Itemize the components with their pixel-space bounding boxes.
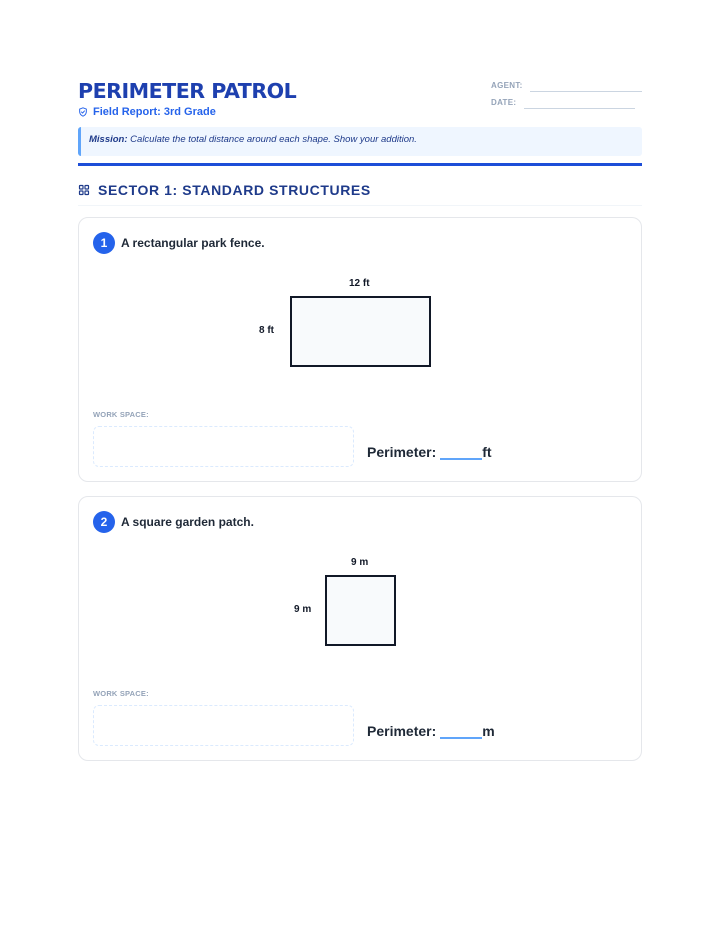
page-subtitle xyxy=(78,106,216,118)
header-divider xyxy=(78,163,642,166)
mission-text: Calculate the total distance around each shape. Show your addition. xyxy=(130,134,417,145)
problem-question: A rectangular park fence. xyxy=(121,236,265,250)
top-dimension-label: 12 ft xyxy=(349,278,370,289)
answer-blank[interactable] xyxy=(440,445,482,460)
section-heading xyxy=(78,182,371,198)
mission-banner xyxy=(78,127,642,156)
side-dimension-label: 8 ft xyxy=(259,325,274,336)
answer-unit: m xyxy=(482,723,495,739)
problem-number: 1 xyxy=(93,232,115,254)
workspace-label: WORK SPACE: xyxy=(93,410,149,419)
answer-label: Perimeter: xyxy=(367,444,437,460)
problem-number: 2 xyxy=(93,511,115,533)
problem-card-1 xyxy=(78,217,642,482)
page-title: PERIMETER PATROL xyxy=(78,79,297,103)
section-divider xyxy=(78,205,642,206)
answer-unit: ft xyxy=(482,444,492,460)
section-title: SECTOR 1: STANDARD STRUCTURES xyxy=(98,182,371,198)
side-dimension-label: 9 m xyxy=(294,604,312,615)
shield-check-icon xyxy=(78,107,88,117)
answer-line xyxy=(367,444,492,460)
agent-line[interactable] xyxy=(530,91,642,92)
date-label: DATE: xyxy=(491,98,517,107)
mission-label: Mission: xyxy=(89,134,128,145)
problem-question: A square garden patch. xyxy=(121,515,254,529)
agent-label: AGENT: xyxy=(491,81,523,90)
problem-card-2 xyxy=(78,496,642,761)
workspace-box[interactable] xyxy=(93,426,354,467)
date-line[interactable] xyxy=(524,108,635,109)
answer-line xyxy=(367,723,495,739)
workspace-box[interactable] xyxy=(93,705,354,746)
square-shape xyxy=(325,575,396,646)
subtitle-text: Field Report: 3rd Grade xyxy=(93,106,216,118)
grid-icon xyxy=(78,184,90,196)
rectangle-shape xyxy=(290,296,431,367)
workspace-label: WORK SPACE: xyxy=(93,689,149,698)
answer-label: Perimeter: xyxy=(367,723,437,739)
answer-blank[interactable] xyxy=(440,724,482,739)
top-dimension-label: 9 m xyxy=(351,557,369,568)
